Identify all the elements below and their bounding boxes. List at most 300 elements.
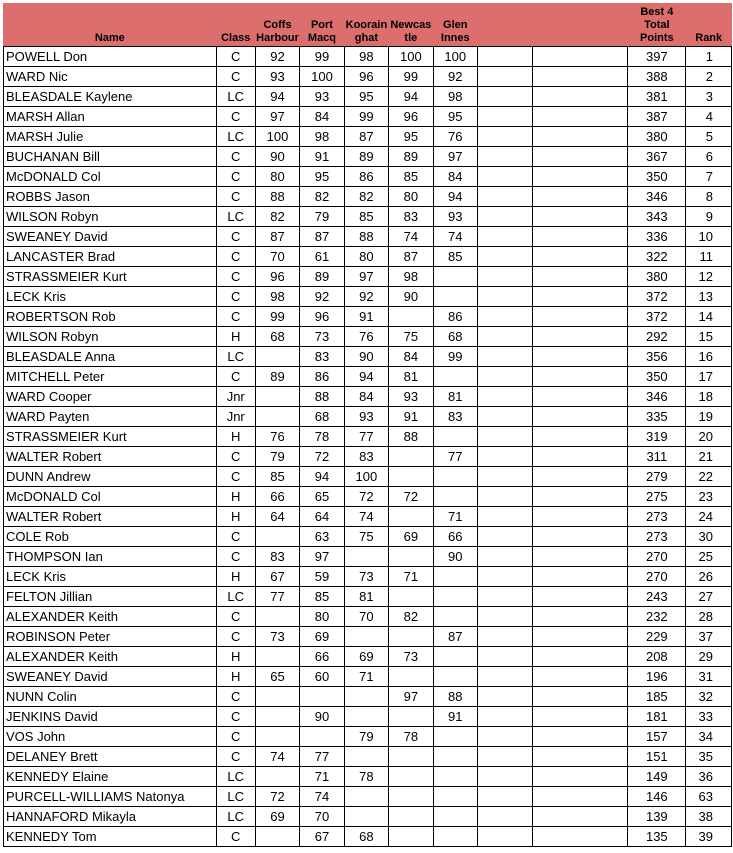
cell-empty-2 [533, 267, 628, 287]
cell-empty-2 [533, 627, 628, 647]
table-row [4, 347, 732, 367]
cell-newcastle: 96 [389, 107, 433, 127]
cell-empty-2 [533, 247, 628, 267]
cell-empty-2 [533, 347, 628, 367]
cell-best-total: 275 [628, 487, 686, 507]
cell-empty-2 [533, 587, 628, 607]
cell-coffs-harbour: 82 [255, 207, 299, 227]
cell-coffs-harbour: 67 [255, 567, 299, 587]
table-row [4, 487, 732, 507]
cell-newcastle: 82 [389, 607, 433, 627]
cell-koorainghat: 69 [344, 647, 388, 667]
cell-glen-innes: 68 [433, 327, 477, 347]
cell-name: PURCELL-WILLIAMS Natonya [4, 787, 217, 807]
cell-newcastle: 74 [389, 227, 433, 247]
cell-empty-1 [478, 347, 533, 367]
cell-class: C [216, 747, 255, 767]
cell-port-macq: 67 [300, 827, 344, 847]
cell-glen-innes [433, 567, 477, 587]
cell-coffs-harbour [255, 767, 299, 787]
cell-newcastle: 93 [389, 387, 433, 407]
cell-coffs-harbour: 94 [255, 87, 299, 107]
cell-class: C [216, 727, 255, 747]
cell-rank: 19 [686, 407, 732, 427]
cell-class: C [216, 247, 255, 267]
cell-best-total: 135 [628, 827, 686, 847]
cell-koorainghat [344, 747, 388, 767]
cell-newcastle: 78 [389, 727, 433, 747]
cell-coffs-harbour: 97 [255, 107, 299, 127]
cell-port-macq: 59 [300, 567, 344, 587]
cell-empty-2 [533, 467, 628, 487]
cell-empty-1 [478, 387, 533, 407]
cell-name: ALEXANDER Keith [4, 647, 217, 667]
cell-rank: 25 [686, 547, 732, 567]
cell-empty-2 [533, 507, 628, 527]
cell-newcastle: 80 [389, 187, 433, 207]
cell-best-total: 343 [628, 207, 686, 227]
cell-empty-1 [478, 187, 533, 207]
cell-koorainghat: 87 [344, 127, 388, 147]
cell-coffs-harbour: 100 [255, 127, 299, 147]
cell-koorainghat: 77 [344, 427, 388, 447]
cell-best-total: 232 [628, 607, 686, 627]
table-row [4, 67, 732, 87]
cell-empty-2 [533, 707, 628, 727]
cell-newcastle [389, 787, 433, 807]
cell-port-macq: 88 [300, 387, 344, 407]
cell-coffs-harbour: 92 [255, 47, 299, 67]
cell-empty-1 [478, 567, 533, 587]
cell-koorainghat: 98 [344, 47, 388, 67]
cell-rank: 39 [686, 827, 732, 847]
cell-empty-2 [533, 327, 628, 347]
cell-best-total: 270 [628, 567, 686, 587]
cell-class: C [216, 447, 255, 467]
cell-koorainghat: 89 [344, 147, 388, 167]
cell-port-macq: 86 [300, 367, 344, 387]
cell-glen-innes: 99 [433, 347, 477, 367]
cell-glen-innes: 97 [433, 147, 477, 167]
table-row [4, 407, 732, 427]
cell-name: WARD Nic [4, 67, 217, 87]
cell-empty-2 [533, 147, 628, 167]
cell-empty-2 [533, 107, 628, 127]
cell-empty-2 [533, 167, 628, 187]
cell-name: LANCASTER Brad [4, 247, 217, 267]
cell-empty-1 [478, 807, 533, 827]
cell-newcastle: 83 [389, 207, 433, 227]
cell-port-macq: 97 [300, 547, 344, 567]
cell-rank: 26 [686, 567, 732, 587]
table-row [4, 707, 732, 727]
cell-glen-innes [433, 367, 477, 387]
cell-rank: 34 [686, 727, 732, 747]
cell-name: WALTER Robert [4, 447, 217, 467]
cell-best-total: 335 [628, 407, 686, 427]
cell-newcastle [389, 707, 433, 727]
cell-glen-innes: 84 [433, 167, 477, 187]
cell-newcastle [389, 667, 433, 687]
cell-koorainghat: 78 [344, 767, 388, 787]
cell-glen-innes [433, 647, 477, 667]
cell-name: WARD Payten [4, 407, 217, 427]
cell-name: STRASSMEIER Kurt [4, 427, 217, 447]
cell-best-total: 367 [628, 147, 686, 167]
cell-glen-innes: 76 [433, 127, 477, 147]
cell-rank: 38 [686, 807, 732, 827]
cell-rank: 10 [686, 227, 732, 247]
cell-best-total: 388 [628, 67, 686, 87]
cell-port-macq: 82 [300, 187, 344, 207]
cell-glen-innes: 95 [433, 107, 477, 127]
cell-koorainghat: 68 [344, 827, 388, 847]
cell-rank: 35 [686, 747, 732, 767]
cell-empty-2 [533, 687, 628, 707]
table-row [4, 767, 732, 787]
table-row [4, 327, 732, 347]
cell-best-total: 372 [628, 307, 686, 327]
cell-koorainghat: 90 [344, 347, 388, 367]
cell-newcastle: 98 [389, 267, 433, 287]
cell-name: THOMPSON Ian [4, 547, 217, 567]
cell-name: DELANEY Brett [4, 747, 217, 767]
cell-glen-innes [433, 427, 477, 447]
cell-port-macq [300, 727, 344, 747]
table-row [4, 227, 732, 247]
cell-rank: 2 [686, 67, 732, 87]
cell-glen-innes: 77 [433, 447, 477, 467]
cell-class: H [216, 327, 255, 347]
cell-newcastle: 71 [389, 567, 433, 587]
cell-koorainghat: 95 [344, 87, 388, 107]
table-row [4, 267, 732, 287]
cell-glen-innes [433, 827, 477, 847]
cell-best-total: 381 [628, 87, 686, 107]
cell-coffs-harbour: 77 [255, 587, 299, 607]
cell-class: C [216, 687, 255, 707]
cell-newcastle: 91 [389, 407, 433, 427]
cell-newcastle: 87 [389, 247, 433, 267]
cell-empty-2 [533, 127, 628, 147]
cell-empty-1 [478, 307, 533, 327]
cell-coffs-harbour: 74 [255, 747, 299, 767]
cell-koorainghat: 99 [344, 107, 388, 127]
cell-empty-2 [533, 787, 628, 807]
cell-name: SWEANEY David [4, 227, 217, 247]
cell-empty-1 [478, 247, 533, 267]
cell-class: C [216, 187, 255, 207]
cell-port-macq: 66 [300, 647, 344, 667]
cell-coffs-harbour [255, 827, 299, 847]
cell-best-total: 273 [628, 527, 686, 547]
cell-coffs-harbour: 69 [255, 807, 299, 827]
cell-glen-innes: 90 [433, 547, 477, 567]
cell-coffs-harbour: 98 [255, 287, 299, 307]
cell-newcastle [389, 807, 433, 827]
cell-rank: 5 [686, 127, 732, 147]
cell-port-macq: 93 [300, 87, 344, 107]
cell-newcastle: 85 [389, 167, 433, 187]
cell-rank: 31 [686, 667, 732, 687]
cell-coffs-harbour [255, 347, 299, 367]
header-name: Name [4, 4, 217, 47]
cell-empty-1 [478, 327, 533, 347]
cell-empty-1 [478, 47, 533, 67]
cell-class: H [216, 487, 255, 507]
cell-best-total: 139 [628, 807, 686, 827]
header-newcastle: Newcas tle [389, 4, 433, 47]
cell-empty-1 [478, 107, 533, 127]
cell-newcastle [389, 307, 433, 327]
cell-name: KENNEDY Elaine [4, 767, 217, 787]
cell-class: LC [216, 767, 255, 787]
cell-glen-innes: 87 [433, 627, 477, 647]
cell-glen-innes [433, 667, 477, 687]
cell-name: DUNN Andrew [4, 467, 217, 487]
cell-empty-1 [478, 587, 533, 607]
cell-best-total: 270 [628, 547, 686, 567]
cell-newcastle: 99 [389, 67, 433, 87]
cell-class: H [216, 427, 255, 447]
table-row [4, 807, 732, 827]
cell-koorainghat: 92 [344, 287, 388, 307]
cell-coffs-harbour: 64 [255, 507, 299, 527]
cell-empty-2 [533, 547, 628, 567]
cell-name: LECK Kris [4, 287, 217, 307]
cell-best-total: 350 [628, 367, 686, 387]
table-row [4, 107, 732, 127]
cell-empty-2 [533, 767, 628, 787]
cell-empty-2 [533, 727, 628, 747]
cell-empty-1 [478, 467, 533, 487]
table-row [4, 507, 732, 527]
cell-name: WALTER Robert [4, 507, 217, 527]
cell-glen-innes: 81 [433, 387, 477, 407]
cell-class: C [216, 827, 255, 847]
cell-coffs-harbour: 70 [255, 247, 299, 267]
cell-port-macq: 92 [300, 287, 344, 307]
cell-newcastle: 100 [389, 47, 433, 67]
header-empty-1 [478, 4, 533, 47]
cell-koorainghat: 85 [344, 207, 388, 227]
cell-empty-1 [478, 267, 533, 287]
cell-newcastle [389, 627, 433, 647]
table-row [4, 427, 732, 447]
cell-newcastle [389, 827, 433, 847]
table-row [4, 747, 732, 767]
cell-glen-innes [433, 767, 477, 787]
cell-port-macq: 63 [300, 527, 344, 547]
cell-class: LC [216, 587, 255, 607]
cell-koorainghat: 79 [344, 727, 388, 747]
cell-name: ROBERTSON Rob [4, 307, 217, 327]
table-row [4, 827, 732, 847]
cell-port-macq: 68 [300, 407, 344, 427]
cell-class: C [216, 47, 255, 67]
table-row [4, 647, 732, 667]
cell-empty-1 [478, 827, 533, 847]
cell-koorainghat: 86 [344, 167, 388, 187]
cell-empty-1 [478, 287, 533, 307]
cell-name: BUCHANAN Bill [4, 147, 217, 167]
cell-glen-innes [433, 747, 477, 767]
cell-empty-2 [533, 807, 628, 827]
cell-empty-2 [533, 387, 628, 407]
cell-coffs-harbour: 73 [255, 627, 299, 647]
cell-koorainghat: 76 [344, 327, 388, 347]
cell-empty-2 [533, 47, 628, 67]
cell-empty-1 [478, 207, 533, 227]
cell-port-macq: 71 [300, 767, 344, 787]
cell-empty-2 [533, 567, 628, 587]
cell-best-total: 229 [628, 627, 686, 647]
cell-empty-1 [478, 447, 533, 467]
cell-glen-innes [433, 807, 477, 827]
cell-empty-1 [478, 527, 533, 547]
cell-class: C [216, 67, 255, 87]
cell-best-total: 273 [628, 507, 686, 527]
cell-port-macq: 73 [300, 327, 344, 347]
cell-class: H [216, 507, 255, 527]
cell-koorainghat: 75 [344, 527, 388, 547]
cell-newcastle [389, 587, 433, 607]
cell-best-total: 356 [628, 347, 686, 367]
cell-name: HANNAFORD Mikayla [4, 807, 217, 827]
header-glen-innes: Glen Innes [433, 4, 477, 47]
table-row [4, 247, 732, 267]
cell-class: C [216, 367, 255, 387]
cell-koorainghat [344, 807, 388, 827]
cell-class: C [216, 467, 255, 487]
cell-empty-1 [478, 767, 533, 787]
cell-glen-innes: 98 [433, 87, 477, 107]
cell-koorainghat: 93 [344, 407, 388, 427]
cell-name: ALEXANDER Keith [4, 607, 217, 627]
cell-empty-2 [533, 747, 628, 767]
cell-coffs-harbour [255, 707, 299, 727]
cell-rank: 63 [686, 787, 732, 807]
cell-rank: 6 [686, 147, 732, 167]
cell-class: Jnr [216, 387, 255, 407]
cell-empty-1 [478, 787, 533, 807]
cell-empty-1 [478, 667, 533, 687]
cell-best-total: 322 [628, 247, 686, 267]
cell-name: LECK Kris [4, 567, 217, 587]
cell-port-macq: 89 [300, 267, 344, 287]
cell-name: MITCHELL Peter [4, 367, 217, 387]
table-body [4, 47, 732, 847]
cell-port-macq: 83 [300, 347, 344, 367]
cell-rank: 23 [686, 487, 732, 507]
cell-coffs-harbour [255, 687, 299, 707]
cell-rank: 7 [686, 167, 732, 187]
cell-newcastle [389, 547, 433, 567]
cell-empty-2 [533, 67, 628, 87]
cell-glen-innes: 94 [433, 187, 477, 207]
cell-koorainghat: 100 [344, 467, 388, 487]
cell-newcastle: 81 [389, 367, 433, 387]
cell-best-total: 387 [628, 107, 686, 127]
cell-name: FELTON Jillian [4, 587, 217, 607]
cell-coffs-harbour: 68 [255, 327, 299, 347]
cell-empty-2 [533, 527, 628, 547]
cell-glen-innes [433, 487, 477, 507]
cell-koorainghat: 72 [344, 487, 388, 507]
cell-port-macq: 69 [300, 627, 344, 647]
cell-port-macq: 84 [300, 107, 344, 127]
cell-class: H [216, 667, 255, 687]
cell-rank: 27 [686, 587, 732, 607]
cell-koorainghat: 71 [344, 667, 388, 687]
cell-newcastle: 97 [389, 687, 433, 707]
cell-empty-2 [533, 827, 628, 847]
cell-coffs-harbour [255, 607, 299, 627]
cell-koorainghat: 74 [344, 507, 388, 527]
cell-koorainghat: 83 [344, 447, 388, 467]
cell-glen-innes [433, 727, 477, 747]
cell-coffs-harbour: 93 [255, 67, 299, 87]
cell-empty-2 [533, 307, 628, 327]
cell-class: H [216, 647, 255, 667]
cell-empty-2 [533, 187, 628, 207]
cell-rank: 32 [686, 687, 732, 707]
cell-coffs-harbour [255, 387, 299, 407]
cell-empty-1 [478, 607, 533, 627]
cell-koorainghat: 73 [344, 567, 388, 587]
cell-rank: 13 [686, 287, 732, 307]
cell-port-macq: 85 [300, 587, 344, 607]
cell-empty-2 [533, 447, 628, 467]
cell-empty-1 [478, 147, 533, 167]
cell-port-macq: 100 [300, 67, 344, 87]
cell-empty-2 [533, 407, 628, 427]
cell-rank: 11 [686, 247, 732, 267]
cell-coffs-harbour: 83 [255, 547, 299, 567]
cell-koorainghat: 84 [344, 387, 388, 407]
cell-rank: 1 [686, 47, 732, 67]
cell-class: C [216, 267, 255, 287]
cell-empty-1 [478, 87, 533, 107]
cell-glen-innes: 93 [433, 207, 477, 227]
cell-best-total: 311 [628, 447, 686, 467]
cell-class: H [216, 567, 255, 587]
cell-empty-1 [478, 167, 533, 187]
cell-coffs-harbour [255, 407, 299, 427]
cell-name: POWELL Don [4, 47, 217, 67]
cell-best-total: 346 [628, 187, 686, 207]
cell-port-macq: 74 [300, 787, 344, 807]
cell-empty-2 [533, 427, 628, 447]
cell-koorainghat [344, 547, 388, 567]
cell-port-macq: 77 [300, 747, 344, 767]
cell-best-total: 208 [628, 647, 686, 667]
cell-glen-innes [433, 587, 477, 607]
cell-rank: 21 [686, 447, 732, 467]
cell-empty-1 [478, 707, 533, 727]
cell-port-macq: 94 [300, 467, 344, 487]
cell-empty-2 [533, 487, 628, 507]
cell-koorainghat: 80 [344, 247, 388, 267]
table-row [4, 447, 732, 467]
table-row [4, 587, 732, 607]
cell-rank: 30 [686, 527, 732, 547]
table-row [4, 87, 732, 107]
cell-empty-2 [533, 87, 628, 107]
cell-coffs-harbour: 80 [255, 167, 299, 187]
cell-class: LC [216, 207, 255, 227]
cell-newcastle: 90 [389, 287, 433, 307]
